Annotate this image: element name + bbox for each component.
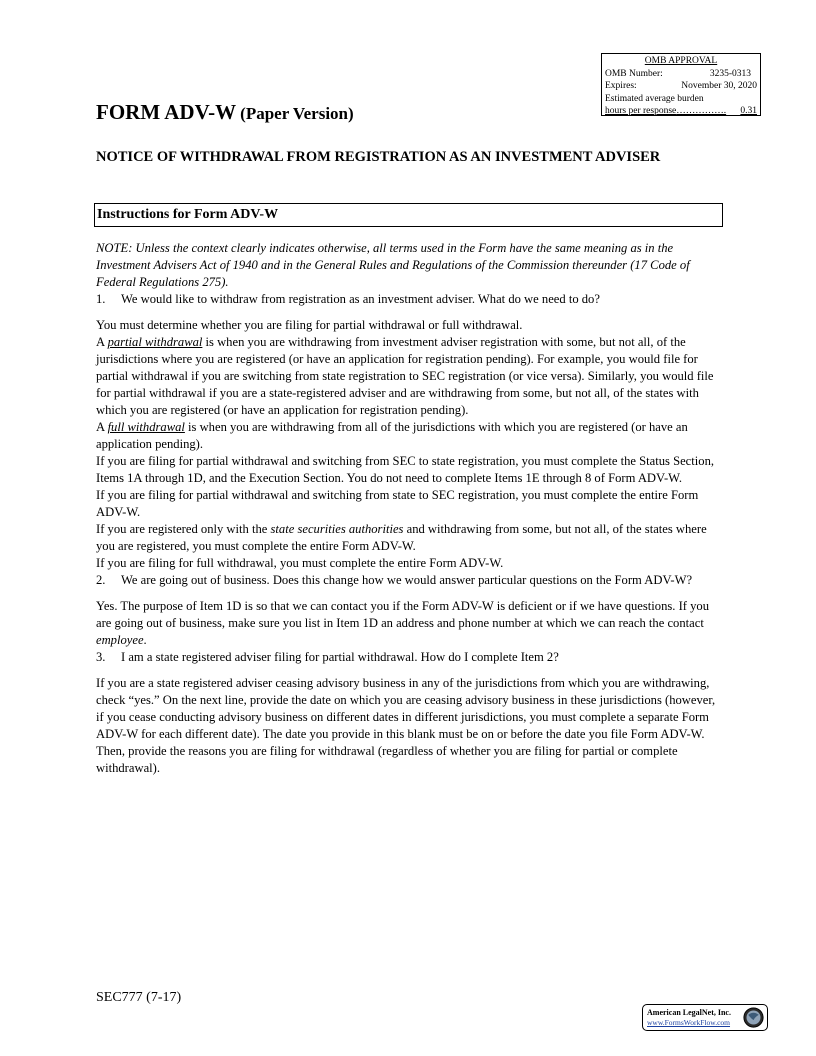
omb-number-label: OMB Number: [605, 68, 663, 79]
full-withdrawal-definition: A full withdrawal is when you are withdrawing from all of the jurisdictions with which you are registered (or have an application pending). [96, 420, 688, 451]
question-3-number: 3. [96, 650, 106, 664]
answer-1-full: If you are filing for full withdrawal, you must complete the entire Form ADV-W. [96, 556, 504, 570]
instructions-heading-box [94, 203, 723, 227]
question-1-text: We would like to withdraw from registration as an investment adviser. What do we need to do? [121, 292, 600, 306]
full-withdrawal-term: full withdrawal [107, 420, 185, 434]
instructions-heading: Instructions for Form ADV-W [97, 207, 279, 222]
note-label: NOTE: [96, 241, 133, 255]
partial-withdrawal-term: partial withdrawal [107, 335, 203, 349]
question-2-number: 2. [96, 573, 106, 587]
badge-company-name: American LegalNet, Inc. [647, 1008, 731, 1017]
answer-3: If you are a state registered adviser ceasing advisory business in any of the jurisdictions from which you are withdrawing, check “yes.” On the next line, provide the date on which you are ceasing advisory business in these jurisdictions (however, if you cease conducting advisory business on different dates in different jurisdictions, you must complete a separate Form ADV-W for each different date). The date you provide in this blank must be on or before the date you file Form ADV-W. Then, provide the reasons you are filing for withdrawal (regardless of whether you are filing for partial or complete withdrawal). [96, 676, 716, 775]
notice-title: NOTICE OF WITHDRAWAL FROM REGISTRATION AS AN INVESTMENT ADVISER [96, 149, 661, 165]
answer-2: Yes. The purpose of Item 1D is so that we can contact you if the Form ADV-W is deficient or if we have questions. If you are going out of business, make sure you list in Item 1D an address and phone number at which we can reach the contact employee. [96, 599, 710, 647]
omb-approval-title: OMB APPROVAL [644, 56, 718, 66]
note-text: Unless the context clearly indicates otherwise, all terms used in the Form have the same meaning as in the Investment Advisers Act of 1940 and in the General Rules and Regulations of the Commission thereunder (17 Code of Federal Regulations 275). [96, 241, 690, 289]
question-2-text: We are going out of business. Does this change how we would answer particular questions on the Form ADV-W? [121, 573, 693, 587]
omb-burden-dots: ……………. [676, 106, 727, 116]
omb-number-row [605, 68, 757, 81]
state-securities-authorities-term: state securities authorities [270, 522, 404, 536]
form-title [96, 100, 354, 125]
omb-expires-value: November 30, 2020 [681, 81, 757, 91]
omb-burden-value: 0.31 [740, 106, 757, 116]
answer-1-sec-to-state: If you are filing for partial withdrawal and switching from SEC to state registration, you must complete the Status Section, Items 1A through 1D, and the Execution Section. You do not need to complete Items 1E through 8 of Form ADV-W. [96, 454, 715, 485]
employee-term: employee [96, 633, 144, 647]
omb-burden-row [605, 105, 757, 118]
omb-number-value: 3235-0313 [709, 68, 751, 79]
answer-1-state-to-sec: If you are filing for partial withdrawal and switching from state to SEC registration, you must complete the entire Form ADV-W. [96, 488, 699, 519]
partial-withdrawal-definition: A partial withdrawal is when you are withdrawing from investment adviser registration with some, but not all, of the jurisdictions where you are registered (or have an application for registration pending). For example, you would file for partial withdrawal if you are switching from state registration to SEC registration (or vice versa). Similarly, you would file for partial withdrawal if you are a state-registered adviser and are withdrawing from some, but not all, of the states with which you are registered (or have an application for registration pending). [96, 335, 714, 417]
instructions-body [96, 240, 722, 777]
american-legalnet-badge[interactable] [642, 1004, 768, 1031]
question-2 [96, 572, 722, 589]
omb-burden-label: hours per response [605, 106, 677, 116]
question-3 [96, 649, 722, 666]
omb-expires-label: Expires: [605, 81, 637, 91]
form-code: SEC777 (7-17) [96, 990, 182, 1005]
form-version: (Paper Version) [240, 104, 354, 123]
question-1 [96, 291, 722, 308]
globe-logo-icon [743, 1007, 764, 1028]
question-3-text: I am a state registered adviser filing for partial withdrawal. How do I complete Item 2? [121, 650, 559, 664]
answer-1-state-only: If you are registered only with the state securities authorities and withdrawing from some, but not all, of the states where you are registered, you must complete the entire Form ADV-W. [96, 522, 707, 553]
answer-1-intro: You must determine whether you are filing for partial withdrawal or full withdrawal. [96, 318, 523, 332]
form-name: FORM ADV-W [96, 100, 237, 124]
omb-approval-box [601, 53, 761, 116]
note-paragraph [96, 240, 722, 291]
omb-expires-row [605, 80, 757, 93]
badge-url-link[interactable]: www.FormsWorkFlow.com [647, 1018, 731, 1027]
omb-burden-line: Estimated average burden [605, 93, 704, 104]
question-1-number: 1. [96, 292, 106, 306]
